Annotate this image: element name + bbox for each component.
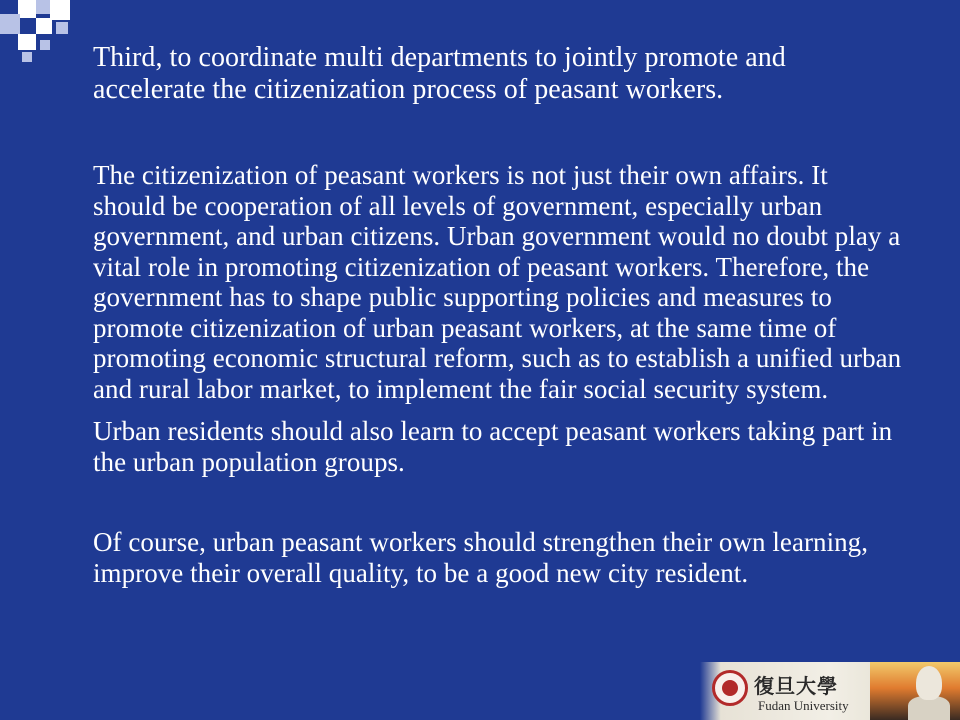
- deco-square: [56, 22, 68, 34]
- deco-square: [36, 18, 52, 34]
- bust-statue-icon: [916, 666, 942, 700]
- paragraph-residents: Urban residents should also learn to accept peasant workers taking part in the urban population groups.: [93, 416, 893, 477]
- sunset-photo: [870, 662, 960, 720]
- university-name-en: Fudan University: [758, 698, 849, 713]
- deco-square: [50, 0, 70, 20]
- deco-square: [40, 40, 50, 50]
- deco-square: [18, 0, 36, 18]
- corner-decoration: [0, 0, 80, 70]
- paragraph-government: The citizenization of peasant workers is not just their own affairs. It should be cooperation of all levels of government, especially urban government, and urban citizens. Urban government would no doubt play a vital role in promoting citizenization of peasant workers. Therefore, the government has to shape public supporting policies and measures to promote citizenization of urban peasant workers, at the same time of promoting economic structural reform, such as to establish a unified urban and rural labor market, to implement the fair social security system.: [93, 160, 902, 404]
- deco-square: [36, 0, 50, 14]
- paragraph-peasant-workers: Of course, urban peasant workers should strengthen their own learning, improve their overall quality, to be a good new city resident.: [93, 527, 869, 588]
- university-logo-area: [700, 662, 960, 720]
- university-seal-icon: [712, 670, 748, 706]
- slide-heading: Third, to coordinate multi departments to jointly promote and accelerate the citizenization process of peasant workers.: [93, 42, 786, 105]
- university-name-cn: 復旦大學: [754, 674, 838, 698]
- deco-square: [18, 34, 36, 50]
- deco-square: [22, 52, 32, 62]
- slide-content: [93, 42, 903, 588]
- deco-square: [0, 14, 20, 34]
